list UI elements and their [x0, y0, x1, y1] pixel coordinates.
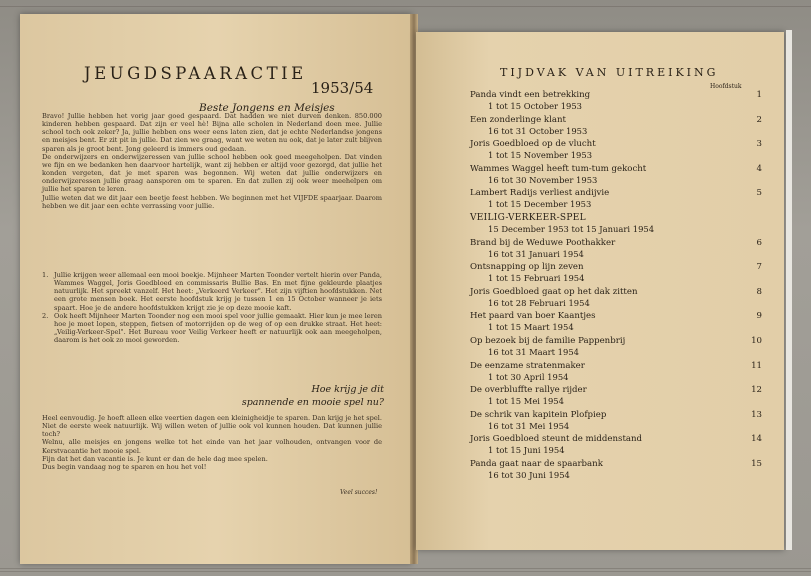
toc-entry-date: 16 tot 30 Juni 1954 — [488, 470, 570, 480]
toc-entry-title: Panda gaat naar de spaarbank — [470, 459, 603, 469]
answer-paragraph: Fijn dat het dan vacantie is. Je kunt er dan de hele dag mee spelen. — [42, 454, 268, 463]
toc-entry-date: 16 tot 31 Mei 1954 — [488, 420, 570, 431]
toc-entry-title: Ontsnapping op lijn zeven — [470, 262, 584, 273]
toc-entry — [470, 336, 762, 357]
campaign-year: 1953/54 — [311, 79, 374, 97]
toc-entry-title: Joris Goedbloed gaat op het dak zitten — [470, 286, 638, 297]
intro-paragraph: Jullie weten dat we dit jaar een beetje feest hebben. We beginnen met het VIJFDE spaarjaar. Daarom hebben we dit jaar een echte verrassing voor jullie. — [42, 193, 382, 210]
list-item: 1. Jullie krijgen weer allemaal een mooi boekje. Mijnheer Marten Toonder vertelt hierin over Panda, Wammes Waggel, Joris Goedbloed en commissaris Bullie Bas. En met fijne gekleurde plaatjes natuurlijk. Het spreekt vanzelf. Het heet: „Verkeerd Verkeer". Het zijn vijftien hoofdstukken. Net een grote mensen boek. Het eerste hoofdstuk krijg je tussen 1 en 15 October wanneer je iets spaart. Hoe je de andere hoofdstukken krijgt zie je op deze mooie kaft. — [42, 271, 382, 312]
toc-entry-title: Op bezoek bij de familie Pappenbrij — [470, 336, 626, 346]
toc-title: TIJDVAK VAN UITREIKING — [500, 66, 719, 79]
toc-entry — [470, 238, 762, 259]
toc-chapter-number: 5 — [756, 188, 762, 199]
binding-edge — [786, 30, 792, 550]
toc-entry-date: 15 December 1953 tot 15 Januari 1954 — [488, 224, 655, 234]
toc-entry — [470, 90, 762, 111]
toc-entry-title: De eenzame stratenmaker — [470, 360, 585, 371]
toc-entry-date: 1 tot 15 November 1953 — [488, 150, 593, 161]
toc-chapter-number: 11 — [751, 360, 762, 371]
right-page — [416, 32, 784, 550]
toc-entry-date: 16 tot 28 Februari 1954 — [488, 297, 590, 308]
toc-chapter-number: 13 — [751, 409, 762, 420]
toc-entry-title: Wammes Waggel heeft tum-tum gekocht — [470, 163, 647, 174]
toc-entry-title: Joris Goedbloed op de vlucht — [470, 139, 596, 150]
toc-entry-title: Panda vindt een betrekking — [470, 90, 591, 100]
answer-paragraph: Heel eenvoudig. Je hoeft alleen elke veertien dagen een kleinigheidje te sparen. Dan krijg je het spel. Niet de eerste week natuurlijk. Wij willen weten of jullie ook vol kunnen houden. Dat kunnen jullie toch? — [42, 414, 382, 439]
numbered-list — [42, 271, 382, 344]
toc-entry — [470, 164, 762, 185]
toc-entry — [470, 385, 762, 406]
toc-chapter-number: 2 — [756, 114, 762, 125]
toc-entry-date: 16 tot 31 October 1953 — [488, 125, 588, 136]
intro-paragraph: Bravo! Jullie hebben het vorig jaar goed gespaard. Dat hadden we niet durven denken. 850.000 kinderen hebben gespaard. Dat zijn er veel hè! Bijna alle scholen in Nederland doen mee. Jullie school toch ook zeker? Ja, jullie hebben ons weer eens laten zien, dat je echte Nederlandse jongens en meisjes bent. Er zit pit in jullie. Dat zien we graag, want we weten nu ook, dat je later zult blijven sparen als je groot bent. Jong geleerd is immers oud gedaan. — [42, 112, 382, 153]
toc-entry-date: 1 tot 15 Juni 1954 — [488, 445, 565, 456]
toc-entry — [470, 213, 762, 234]
toc-entry-date: 16 tot 31 Maart 1954 — [488, 347, 579, 357]
toc-entry — [470, 434, 762, 455]
toc-entry — [470, 311, 762, 332]
toc-chapter-number: 1 — [756, 90, 762, 100]
toc-entry-date: 16 tot 31 Januari 1954 — [488, 248, 584, 259]
intro-paragraph: De onderwijzers en onderwijzeressen van jullie school hebben ook goed meegeholpen. Dat vinden we fijn en we bedanken hen daarvoor hartelijk, want zij hebben er altijd voor gezorgd, dat jullie het konden vergeten, dat je met sparen was begonnen. Wij weten dat jullie onderwijzers en onderwijzeressen jullie graag aansporen om te sparen. En dat zullen zij ook weer meehelpen om jullie het sparen te leren. — [42, 152, 382, 194]
toc-chapter-number: 12 — [751, 385, 762, 396]
intro-text — [42, 112, 382, 210]
toc-entry-date: 1 tot 15 Mei 1954 — [488, 396, 564, 407]
toc-chapter-number: 14 — [751, 434, 762, 445]
toc-chapter-number: 8 — [756, 286, 762, 297]
toc-chapter-number: 10 — [751, 336, 762, 346]
toc-entry-title: Brand bij de Weduwe Poothakker — [470, 237, 616, 248]
toc-entry — [470, 188, 762, 209]
toc-chapter-number: 3 — [756, 139, 762, 150]
page-title: JEUGDSPAARACTIE — [84, 64, 307, 83]
answer-paragraph: Dus begin vandaag nog te sparen en hou het vol! — [42, 462, 207, 471]
list-item: 2. Ook heeft Mijnheer Marten Toonder nog een mooi spel voor jullie gemaakt. Hier kun je mee leren hoe je moet lopen, steppen, fietsen of motorrijden op de weg of op een drukke straat. Het heet: „Veilig-Verkeer-Spel". Het Bureau voor Veilig Verkeer heeft er natuurlijk ook aan meegeholpen, daarom is het ook zo mooi geworden. — [42, 311, 382, 345]
toc-entry-title: Joris Goedbloed steunt de middenstand — [470, 434, 643, 445]
toc-entry — [470, 410, 762, 431]
toc-entry-title: Lambert Radijs verliest andijvie — [470, 188, 610, 199]
toc-entry-title: VEILIG-VERKEER-SPEL — [470, 213, 586, 223]
toc-entry-title: Een zonderlinge klant — [470, 114, 566, 125]
toc-chapter-number: 4 — [756, 163, 762, 174]
toc-entry-date: 1 tot 15 Februari 1954 — [488, 273, 585, 284]
toc-entry — [470, 287, 762, 308]
signature: Veel succes! — [340, 489, 378, 496]
toc-entry-date: 1 tot 15 December 1953 — [488, 199, 592, 210]
toc-entry-title: De schrik van kapitein Plofpiep — [470, 409, 607, 420]
toc-entry — [470, 139, 762, 160]
left-page — [20, 14, 412, 564]
toc-entry-title: De overbluffte rallye rijder — [470, 385, 587, 396]
column-label: Hoofdstuk — [710, 83, 742, 90]
toc-chapter-number: 7 — [756, 262, 762, 273]
answer-paragraph: Welnu, alle meisjes en jongens welke tot het einde van het jaar volhouden, ontvangen voor de Kerstvacantie het mooie spel. — [42, 438, 382, 455]
toc-entry — [470, 262, 762, 283]
toc-entry-date: 1 tot 15 Maart 1954 — [488, 322, 574, 333]
greeting: Beste Jongens en Meisjes — [199, 102, 335, 114]
toc-chapter-number: 9 — [756, 311, 762, 322]
toc-entry — [470, 361, 762, 382]
question-heading: Hoe krijg je dit spannende en mooie spel nu? — [241, 384, 384, 408]
toc-entry — [470, 115, 762, 136]
toc-entry-date: 1 tot 15 October 1953 — [488, 101, 583, 111]
toc-entry-date: 1 tot 30 April 1954 — [488, 371, 569, 382]
answer-text — [42, 414, 382, 471]
toc-chapter-number: 15 — [751, 459, 762, 469]
toc-chapter-number: 6 — [756, 237, 762, 248]
toc-entry-date: 16 tot 30 November 1953 — [488, 174, 598, 185]
toc-entry-title: Het paard van boer Kaantjes — [470, 311, 596, 322]
toc-entry — [470, 459, 762, 480]
